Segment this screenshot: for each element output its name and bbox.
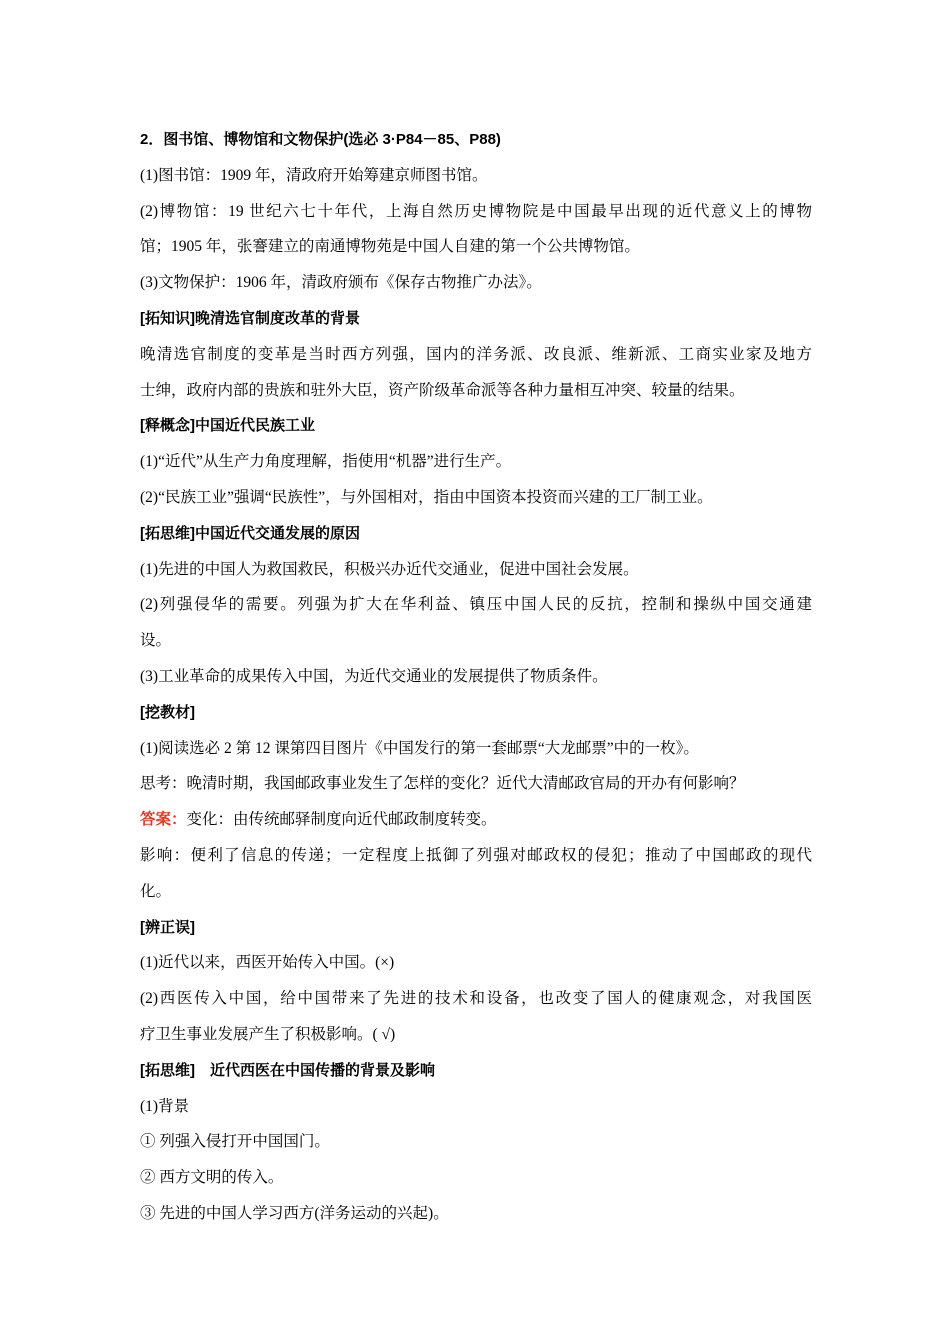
impact-line-2: 化。 xyxy=(140,882,172,900)
answer-text: 变化：由传统邮驿制度向近代邮政制度转变。 xyxy=(186,811,497,829)
tuosiwei-medicine-background: (1)背景 xyxy=(140,1097,190,1115)
shigainian-item-1: (1)“近代”从生产力角度理解，指使用“机器”进行生产。 xyxy=(140,453,512,471)
bianzhengwu-item-2-line-2: 疗卫生事业发展产生了积极影响。( √) xyxy=(140,1025,396,1043)
tuosiwei-medicine-heading: [拓思维] 近代西医在中国传播的背景及影响 xyxy=(140,1061,435,1079)
tuosiwei-transport-item-2-line-1: (2)列强侵华的需要。列强为扩大在华利益、镇压中国人民的反抗，控制和操纵中国交通建 xyxy=(140,596,812,614)
section-heading: 2．图书馆、博物馆和文物保护(选必 3·P84－85、P88) xyxy=(140,131,501,148)
background-item-2: ② 西方文明的传入。 xyxy=(140,1169,284,1187)
wajiaocai-question: 思考：晚清时期，我国邮政事业发生了怎样的变化？近代大清邮政官局的开办有何影响？ xyxy=(140,775,745,793)
background-item-3: ③ 先进的中国人学习西方(洋务运动的兴起)。 xyxy=(140,1204,449,1222)
impact-line-1: 影响：便利了信息的传递；一定程度上抵御了列强对邮政权的侵犯；推动了中国邮政的现代 xyxy=(140,846,812,864)
bianzhengwu-heading: [辨正误] xyxy=(140,918,195,936)
museum-paragraph-line-2: 馆；1905 年，张謇建立的南通博物苑是中国人自建的第一个公共博物馆。 xyxy=(140,238,640,256)
document-page xyxy=(140,122,812,1232)
tuosiwei-transport-item-2-line-2: 设。 xyxy=(140,632,172,650)
museum-paragraph-line-1: (2)博物馆：19 世纪六七十年代，上海自然历史博物院是中国最早出现的近代意义上的博物 xyxy=(140,202,812,220)
wajiaocai-item-1: (1)阅读选必 2 第 12 课第四目图片《中国发行的第一套邮票“大龙邮票”中的一枚》。 xyxy=(140,739,699,757)
shigainian-heading: [释概念]中国近代民族工业 xyxy=(140,417,315,435)
bianzhengwu-item-1: (1)近代以来，西医开始传入中国。(×) xyxy=(140,954,395,972)
shigainian-item-2: (2)“民族工业”强调“民族性”，与外国相对，指由中国资本投资而兴建的工厂制工业。 xyxy=(140,488,713,506)
library-paragraph: (1)图书馆：1909 年，清政府开始筹建京师图书馆。 xyxy=(140,166,488,184)
answer-line xyxy=(140,802,812,838)
tuosiwei-transport-heading: [拓思维]中国近代交通发展的原因 xyxy=(140,524,360,542)
background-item-1: ① 列强入侵打开中国国门。 xyxy=(140,1133,330,1151)
tuozhishi-line-1: 晚清选官制度的变革是当时西方列强，国内的洋务派、改良派、维新派、工商实业家及地方 xyxy=(140,345,812,363)
tuozhishi-line-2: 士绅，政府内部的贵族和驻外大臣，资产阶级革命派等各种力量相互冲突、较量的结果。 xyxy=(140,381,745,399)
bianzhengwu-item-2-line-1: (2)西医传入中国，给中国带来了先进的技术和设备，也改变了国人的健康观念，对我国医 xyxy=(140,990,812,1008)
tuosiwei-transport-item-3: (3)工业革命的成果传入中国，为近代交通业的发展提供了物质条件。 xyxy=(140,667,608,685)
wajiaocai-heading: [挖教材] xyxy=(140,703,195,721)
answer-label: 答案： xyxy=(140,811,187,829)
tuosiwei-transport-item-1: (1)先进的中国人为救国救民，积极兴办近代交通业，促进中国社会发展。 xyxy=(140,560,639,578)
tuozhishi-heading: [拓知识]晚清选官制度改革的背景 xyxy=(140,309,360,327)
relic-paragraph: (3)文物保护：1906 年，清政府颁布《保存古物推广办法》。 xyxy=(140,274,542,292)
